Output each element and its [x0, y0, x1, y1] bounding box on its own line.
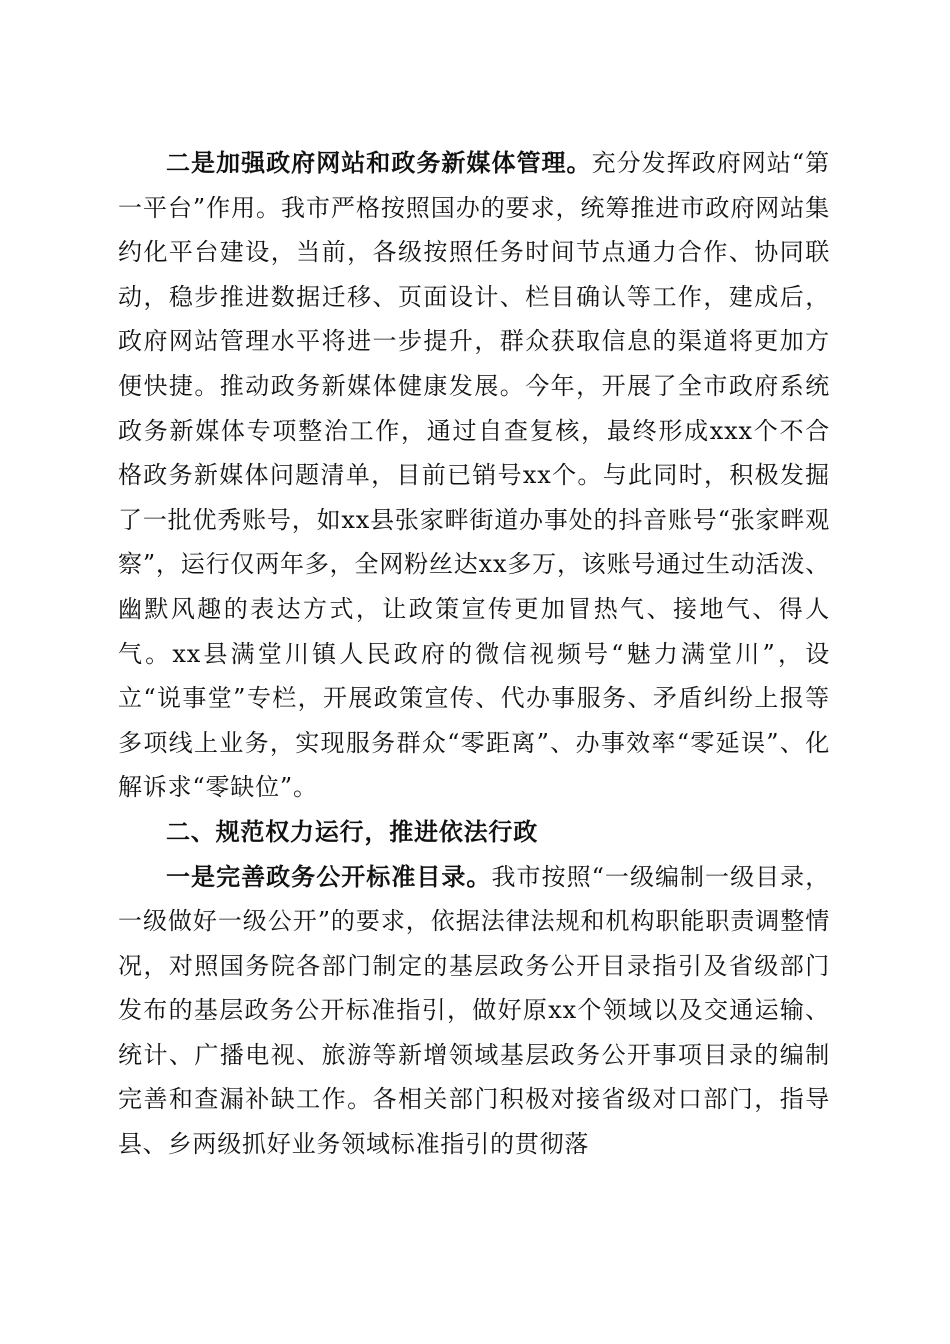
paragraph-lead: 二是加强政府网站和政务新媒体管理。: [166, 149, 592, 177]
paragraph-text: 我市按照“一级编制一级目录，一级做好一级公开”的要求，依据法律法规和机构职能职责调整情况，对照国务院各部门制定的基层政务公开目录指引及省级部门发布的基层政务公开标准指引，做好原xx个领域以及交通运输、统计、广播电视、旅游等新增领域基层政务公开事项目录的编制完善和查漏补缺工作。各相关部门积极对接省级对口部门，指导县、乡两级抓好业务领域标准指引的贯彻落: [118, 862, 830, 1159]
paragraph-website-media-management: [118, 141, 830, 810]
paragraph-text: 充分发挥政府网站“第一平台”作用。我市严格按照国办的要求，统筹推进市政府网站集约化平台建设，当前，各级按照任务时间节点通力合作、协同联动，稳步推进数据迁移、页面设计、栏目确认等工作，建成后，政府网站管理水平将进一步提升，群众获取信息的渠道将更加方便快捷。推动政务新媒体健康发展。今年，开展了全市政府系统政务新媒体专项整治工作，通过自查复核，最终形成xxx个不合格政务新媒体问题清单，目前已销号xx个。与此同时，积极发掘了一批优秀账号，如xx县张家畔街道办事处的抖音账号“张家畔观察”，运行仅两年多，全网粉丝达xx多万，该账号通过生动活泼、幽默风趣的表达方式，让政策宣传更加冒热气、接地气、得人气。xx县满堂川镇人民政府的微信视频号“魅力满堂川”，设立“说事堂”专栏，开展政策宣传、代办事服务、矛盾纠纷上报等多项线上业务，实现服务群众“零距离”、办事效率“零延误”、化解诉求“零缺位”。: [118, 149, 830, 802]
paragraph-disclosure-catalog: [118, 855, 830, 1167]
section-heading: 二、规范权力运行，推进依法行政: [166, 817, 538, 846]
paragraph-lead: 一是完善政务公开标准目录。: [166, 862, 492, 891]
document-body: [118, 141, 830, 1167]
